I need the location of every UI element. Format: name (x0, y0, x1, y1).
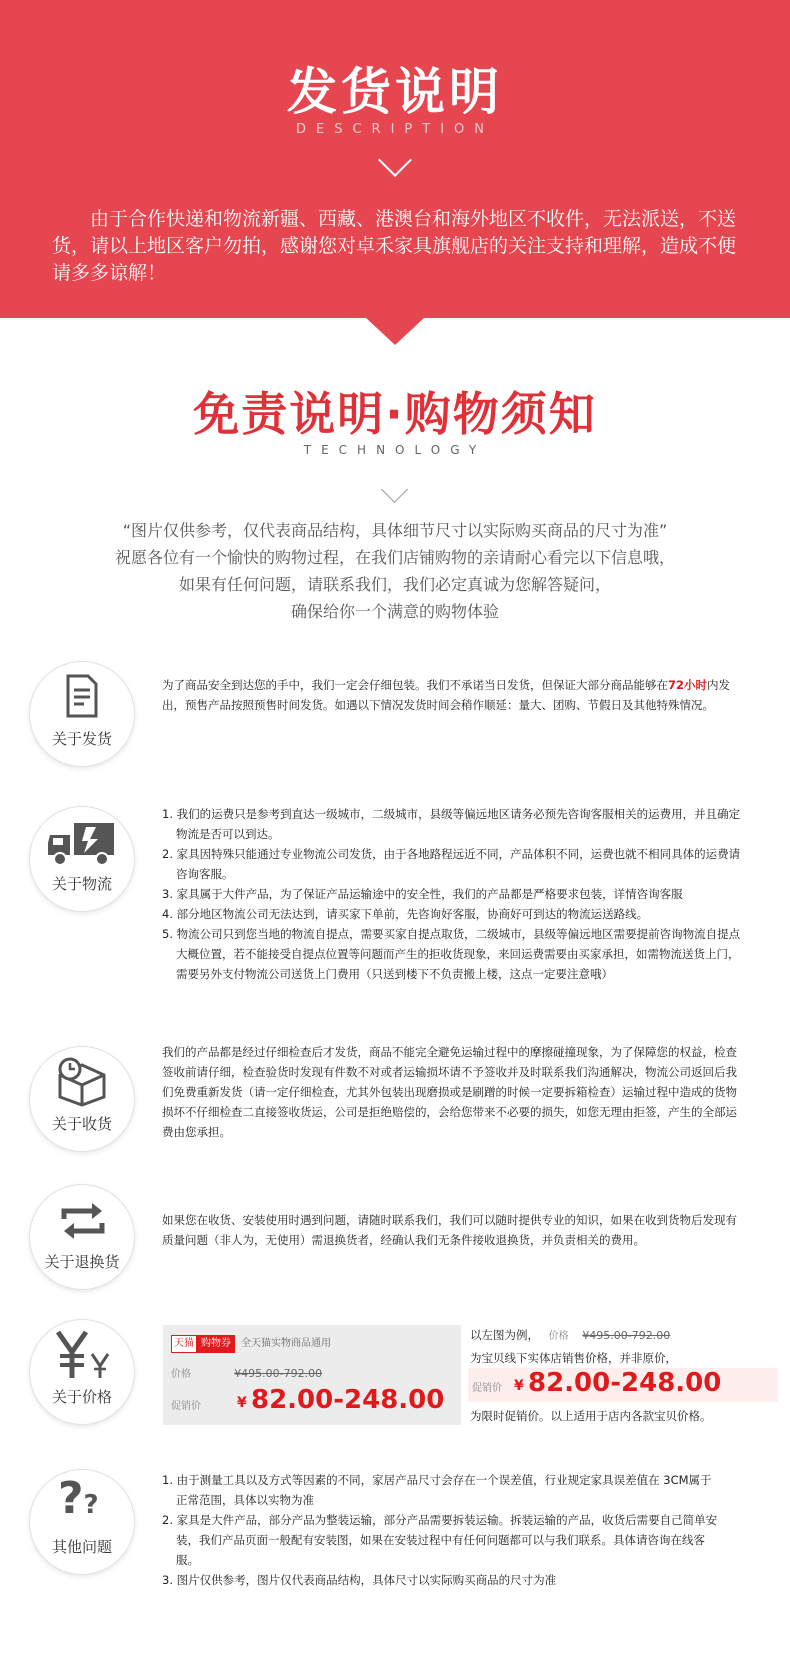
intro-line-1: “图片仅供参考，仅代表商品结构，具体细节尺寸以实际购买商品的尺寸为准” (122, 521, 668, 540)
shipping-subtitle: DESCRIPTION (296, 122, 494, 137)
price-side-line-3: 为限时促销价。以上适用于店内各款宝贝价格。 (470, 1409, 712, 1423)
receiving-text: 我们的产品都是经过仔细检查后才发货，商品不能完全避免运输过程中的摩擦碰撞现象，为了保障您的权益，检查签收前请仔细，检查验货时发现有件数不对或者运输损坏请不予签收并及时联系我们沟通解决，物流公司返回后我们免费重新发货（请一定仔细检查，尤其外包装出现磨损或是刷蹭的时候一定要拆箱检查）运输过程中造成的货物损坏不仔细检查二直接签收货运，公司是拒绝赔偿的，会给您带来不必要的损失，如您无理由拒签，产生的全部运费由您承担。 (162, 1045, 737, 1139)
side-promo-box (468, 1368, 778, 1402)
promo-price: 82.00-248.00 (251, 1385, 445, 1415)
side-orig-label: 价格 (548, 1331, 569, 1342)
other-section-icon (30, 1470, 134, 1574)
section-label: 关于退换货 (44, 1253, 120, 1271)
intro-line-4: 确保给你一个满意的购物体验 (290, 602, 499, 621)
disclaimer-title: 免责说明·购物须知 (193, 387, 597, 441)
intro-line-2: 祝愿各位有一个愉快的购物过程，在我们店铺购物的亲请耐心看完以下信息哦， (114, 548, 675, 567)
orig-price-label: 价格 (171, 1369, 191, 1380)
package-clock-icon (56, 1057, 108, 1107)
yen-icon (54, 1330, 112, 1380)
yen-symbol: ¥ (514, 1378, 524, 1394)
shipping-text-b: 内发出，预售产品按照预售时间发货。如遇以下情况发货时间会稍作顺延：量大、团购、节假日及其他特殊情况。 (162, 678, 731, 712)
returns-section-icon (30, 1185, 134, 1289)
shipping-text (162, 675, 742, 715)
list-item: 1. 由于测量工具以及方式等因素的不同，家居产品尺寸会存在一个误差值，行业规定家具误差值在 3CM属于正常范围，具体以实物为准 (162, 1473, 712, 1507)
section-label: 关于物流 (51, 875, 112, 893)
list-item: 2. 家具因特殊只能通过专业物流公司发货，由于各地路程远近不同，产品体积不同，运费也就不相同具体的运费请咨询客服。 (162, 847, 741, 881)
shipping-text-a: 为了商品安全到达您的手中，我们一定会仔细包装。我们不承诺当日发货，但保证大部分商品能够在 (162, 678, 668, 692)
exchange-icon (60, 1201, 106, 1241)
list-item: 1. 我们的运费只是参考到直达一级城市，二级城市，县级等偏远地区请务必预先咨询客服相关的运费用，并且确定物流是否可以到达。 (162, 807, 741, 841)
side-promo-label: 促销价 (472, 1383, 502, 1394)
truck-icon (46, 821, 118, 869)
section-label: 其他问题 (51, 1538, 112, 1556)
question-icon: ?? (58, 1473, 99, 1524)
section-label: 关于收货 (51, 1115, 112, 1133)
price-side-line-1 (470, 1327, 670, 1343)
receiving-section-icon (30, 1047, 134, 1151)
list-item: 5. 物流公司只到您当地的物流自提点，需要买家自提点取货，二级城市，县级等偏远地区需要提前咨询物流自提点大概位置，若不能接受自提点位置等问题而产生的拒收货现象，来回运费需要由买家承担，如需物流送货上门，需要另外支付物流公司送货上门费用（只送到楼下不负责搬上楼，这点一定要注意哦） (162, 927, 741, 981)
document-icon (66, 674, 98, 718)
logistics-list (162, 804, 742, 984)
other-list (162, 1470, 722, 1590)
list-item: 4. 部分地区物流公司无法达到，请买家下单前，先咨询好客服，协商好可到达的物流运送路线。 (162, 907, 649, 921)
list-item: 3. 图片仅供参考，图片仅代表商品结构，具体尺寸以实际购买商品的尺寸为准 (162, 1573, 557, 1587)
banner-notch (365, 317, 425, 345)
logistics-section-icon (30, 807, 134, 911)
list-item: 3. 家具属于大件产品，为了保证产品运输途中的安全性，我们的产品都是严格要求包装，详情咨询客服 (162, 887, 683, 901)
yen-symbol: ¥ (237, 1395, 247, 1411)
orig-price-row (171, 1365, 322, 1380)
price-section-icon (30, 1320, 134, 1424)
shipping-highlight: 72小时 (668, 678, 708, 692)
section-label: 关于发货 (51, 730, 112, 748)
shipping-title: 发货说明 (287, 63, 503, 121)
promo-price-label: 促销价 (171, 1401, 201, 1412)
tmall-badge: 天猫 (171, 1335, 197, 1353)
coupon-badge: 购物券 (197, 1335, 235, 1353)
side-text: 以左图为例， (470, 1328, 539, 1342)
list-item: 2. 家具是大件产品，部分产品为整装运输，部分产品需要拆装运输。拆装运输的产品，收货后需要自己简单安装，我们产品页面一般配有安装图，如果在安装过程中有任何问题都可以与我们联系。具体请咨询在线客服。 (162, 1513, 718, 1567)
orig-price: ¥495.00-792.00 (234, 1367, 323, 1380)
shipping-notice: 由于合作快递和物流新疆、西藏、港澳台和海外地区不收件，无法派送，不送货，请以上地区客户勿拍，感谢您对卓禾家具旗舰店的关注支持和理解，造成不便请多多谅解！ (52, 208, 737, 284)
disclaimer-subtitle: TECHNOLOGY (303, 443, 487, 457)
chevron-down-icon (381, 476, 408, 503)
side-promo-price: 82.00-248.00 (528, 1368, 722, 1398)
price-side-line-2: 为宝贝线下实体店销售价格，并非原价， (470, 1351, 677, 1365)
returns-text: 如果您在收货、安装使用时遇到问题，请随时联系我们，我们可以随时提供专业的知识，如果在收到货物后发现有质量问题（非人为，无使用）需退换货者，经确认我们无条件接收退换货，并负责相关的费用。 (162, 1213, 737, 1247)
price-example-card (163, 1325, 461, 1425)
tmall-coupon-badge (171, 1335, 331, 1351)
coupon-scope: 全天猫实物商品通用 (241, 1338, 331, 1349)
side-orig-price: ¥495.00-792.00 (582, 1329, 671, 1342)
section-label: 关于价格 (51, 1388, 112, 1406)
shipping-section-icon (30, 662, 134, 766)
intro-line-3: 如果有任何问题，请联系我们，我们必定真诚为您解答疑问， (178, 575, 611, 594)
